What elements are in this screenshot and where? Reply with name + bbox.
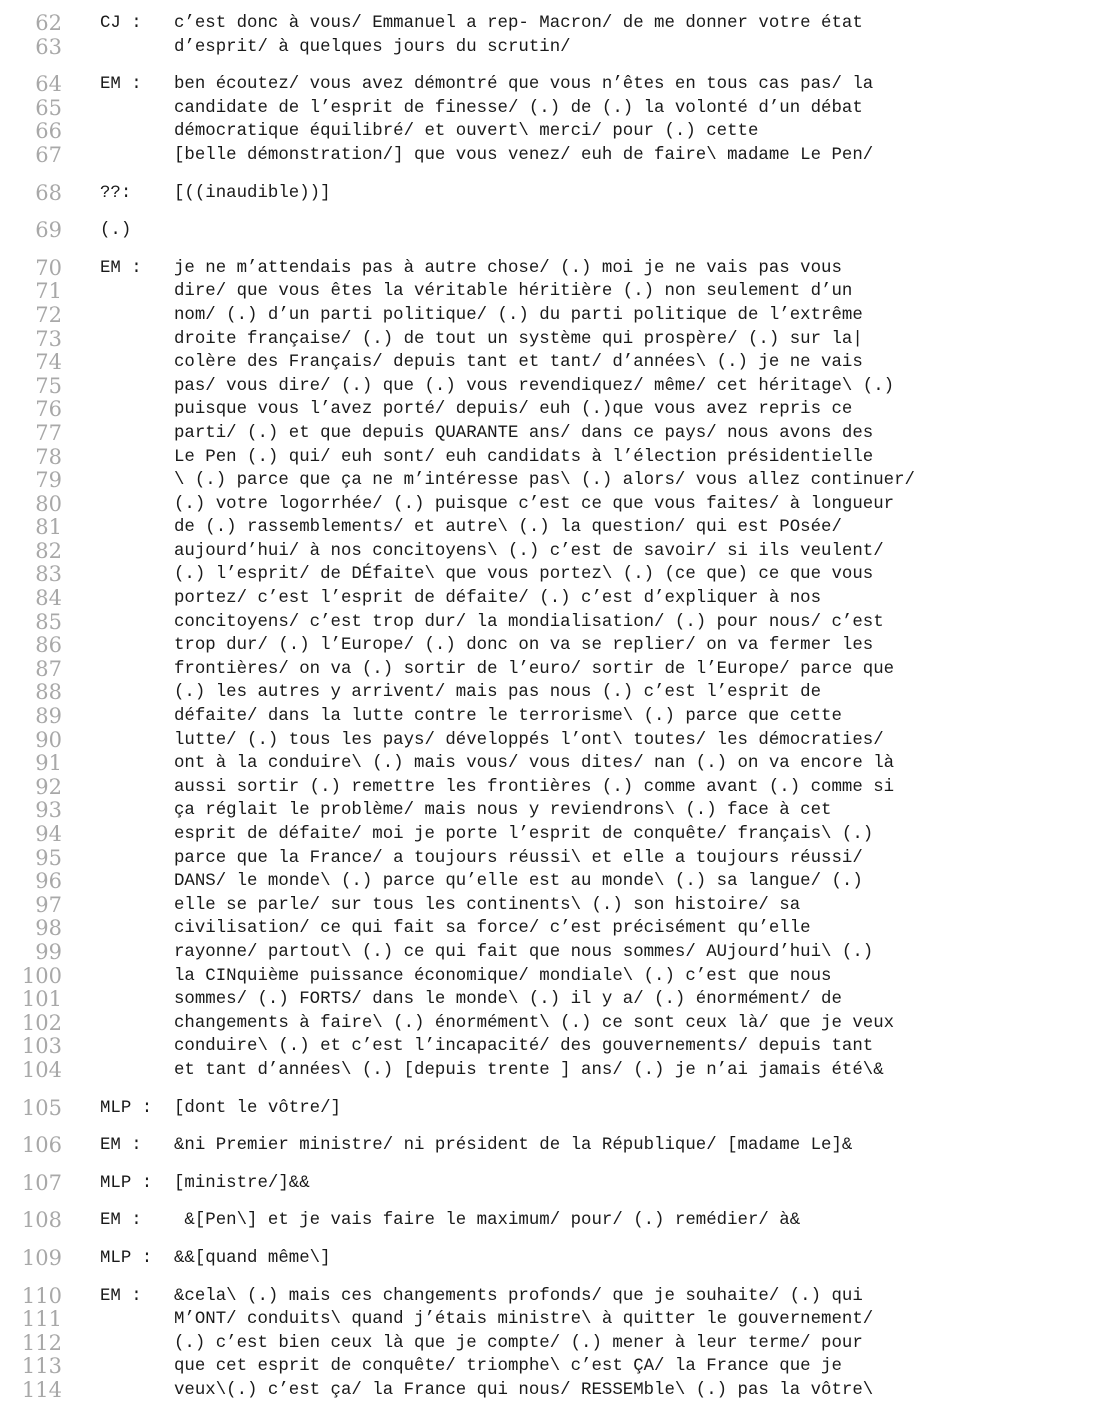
line-number: 82 xyxy=(35,538,62,563)
speaker-label: EM : xyxy=(100,75,142,95)
utterance-line: je ne m’attendais pas à autre chose/ (.) moi je ne vais pas vous xyxy=(174,258,842,278)
line-number: 96 xyxy=(35,869,62,894)
line-numbers xyxy=(0,1247,62,1271)
utterance-line: veux\(.) c’est ça/ la France qui nous/ RESSEMble\ (.) pas la vôtre\ xyxy=(174,1380,874,1400)
line-number: 83 xyxy=(35,562,62,587)
line-number: 75 xyxy=(35,373,62,398)
transcript-turn xyxy=(0,73,1112,167)
utterance-line: la CINquième puissance économique/ mondiale\ (.) c’est que nous xyxy=(174,966,832,986)
utterance-line: dire/ que vous êtes la véritable héritière (.) non seulement d’un xyxy=(174,282,853,302)
line-number: 108 xyxy=(21,1208,62,1233)
utterance-line: parti/ (.) et que depuis QUARANTE ans/ dans ce pays/ nous avons des xyxy=(174,423,874,443)
line-number: 112 xyxy=(21,1330,62,1355)
line-number: 84 xyxy=(35,586,62,611)
line-numbers xyxy=(0,1097,62,1121)
transcript-turn xyxy=(0,12,1112,59)
line-number: 99 xyxy=(35,939,62,964)
utterance-text xyxy=(174,1247,1112,1271)
line-numbers xyxy=(0,1172,62,1196)
line-numbers xyxy=(0,219,62,243)
line-number: 81 xyxy=(35,515,62,540)
utterance-line: d’esprit/ à quelques jours du scrutin/ xyxy=(174,37,571,57)
line-number: 111 xyxy=(21,1307,62,1332)
line-numbers xyxy=(0,1285,62,1403)
line-number: 104 xyxy=(21,1057,62,1082)
utterance-line: (.) votre logorrhée/ (.) puisque c’est ce que vous faites/ à longueur xyxy=(174,494,895,514)
line-number: 103 xyxy=(21,1034,62,1059)
line-number: 107 xyxy=(21,1170,62,1195)
utterance-line: droite française/ (.) de tout un système qui prospère/ (.) sur la| xyxy=(174,329,863,349)
utterance-line: candidate de l’esprit de finesse/ (.) de (.) la volonté d’un débat xyxy=(174,98,863,118)
transcript-turn xyxy=(0,182,1112,206)
utterance-line: (.) les autres y arrivent/ mais pas nous (.) c’est l’esprit de xyxy=(174,683,822,703)
line-number: 98 xyxy=(35,916,62,941)
utterance-line: démocratique équilibré/ et ouvert\ merci/ pour (.) cette xyxy=(174,122,759,142)
utterance-line: [ministre/]&& xyxy=(174,1173,310,1193)
line-number: 74 xyxy=(35,350,62,375)
utterance-line: parce que la France/ a toujours réussi\ et elle a toujours réussi/ xyxy=(174,848,863,868)
line-number: 106 xyxy=(21,1133,62,1158)
utterance-text xyxy=(174,12,1112,59)
line-number: 91 xyxy=(35,751,62,776)
line-numbers xyxy=(0,257,62,1083)
utterance-text xyxy=(174,182,1112,206)
line-number: 63 xyxy=(35,34,62,59)
utterance-line: lutte/ (.) tous les pays/ développés l’ont\ toutes/ les démocraties/ xyxy=(174,730,884,750)
line-number: 88 xyxy=(35,680,62,705)
utterance-line: &ni Premier ministre/ ni président de la République/ [madame Le]& xyxy=(174,1136,853,1156)
line-number: 68 xyxy=(35,180,62,205)
utterance-line: c’est donc à vous/ Emmanuel a rep- Macron/ de me donner votre état xyxy=(174,14,863,33)
utterance-line: aujourd’hui/ à nos concitoyens\ (.) c’est de savoir/ si ils veulent/ xyxy=(174,541,884,561)
utterance-line: concitoyens/ c’est trop dur/ la mondialisation/ (.) pour nous/ c’est xyxy=(174,612,884,632)
utterance-line: ça réglait le problème/ mais nous y reviendrons\ (.) face à cet xyxy=(174,801,832,821)
utterance-line: frontières/ on va (.) sortir de l’euro/ sortir de l’Europe/ parce que xyxy=(174,659,895,679)
utterance-line: de (.) rassemblements/ et autre\ (.) la question/ qui est POsée/ xyxy=(174,518,842,538)
line-numbers xyxy=(0,12,62,59)
utterance-line: ben écoutez/ vous avez démontré que vous n’êtes en tous cas pas/ la xyxy=(174,75,874,95)
line-number: 94 xyxy=(35,822,62,846)
utterance-line: [((inaudible))] xyxy=(174,183,331,203)
utterance-line: esprit de défaite/ moi je porte l’esprit de conquête/ français\ (.) xyxy=(174,825,874,844)
line-number: 62 xyxy=(35,11,62,35)
utterance-text xyxy=(174,219,1112,243)
utterance-text xyxy=(174,73,1112,167)
line-number: 76 xyxy=(35,397,62,422)
utterance-line: (.) c’est bien ceux là que je compte/ (.) mener à leur terme/ pour xyxy=(174,1333,863,1353)
utterance-text xyxy=(174,1134,1112,1158)
speaker-label: MLP : xyxy=(100,1248,153,1268)
utterance-line: que cet esprit de conquête/ triomphe\ c’est ÇA/ la France que je xyxy=(174,1357,842,1377)
utterance-line: sommes/ (.) FORTS/ dans le monde\ (.) il y a/ (.) énormément/ de xyxy=(174,990,842,1010)
utterance-text xyxy=(174,1209,1112,1233)
utterance-line: puisque vous l’avez porté/ depuis/ euh (.)que vous avez repris ce xyxy=(174,400,853,420)
line-number: 109 xyxy=(21,1245,62,1270)
speaker-label: EM : xyxy=(100,1211,142,1231)
transcript-turn xyxy=(0,1247,1112,1271)
speaker-label: EM : xyxy=(100,1286,142,1306)
utterance-line: changements à faire\ (.) énormément\ (.) ce sont ceux là/ que je veux xyxy=(174,1013,895,1033)
line-number: 89 xyxy=(35,704,62,729)
utterance-line: [dont le vôtre/] xyxy=(174,1098,341,1118)
transcript-turn xyxy=(0,1134,1112,1158)
utterance-line: &&[quand même\] xyxy=(174,1248,331,1268)
line-number: 77 xyxy=(35,420,62,445)
transcript-turn xyxy=(0,1285,1112,1403)
utterance-line: rayonne/ partout\ (.) ce qui fait que nous sommes/ AUjourd’hui\ (.) xyxy=(174,942,874,962)
line-number: 66 xyxy=(35,119,62,144)
line-number: 114 xyxy=(21,1377,62,1402)
line-number: 71 xyxy=(35,279,62,304)
line-number: 92 xyxy=(35,774,62,799)
line-numbers xyxy=(0,1209,62,1233)
speaker-label: EM : xyxy=(100,258,142,278)
utterance-line: DANS/ le monde\ (.) parce qu’elle est au monde\ (.) sa langue/ (.) xyxy=(174,872,863,892)
utterance-line: pas/ vous dire/ (.) que (.) vous revendiquez/ même/ cet héritage\ (.) xyxy=(174,376,895,396)
utterance-line: ont à la conduire\ (.) mais vous/ vous dites/ nan (.) on va encore là xyxy=(174,754,895,774)
transcript-turn xyxy=(0,219,1112,243)
utterance-line: elle se parle/ sur tous les continents\ (.) son histoire/ sa xyxy=(174,895,801,915)
utterance-line: (.) l’esprit/ de DÉfaite\ que vous portez\ (.) (ce que) ce que vous xyxy=(174,565,874,585)
speaker-label: ??: xyxy=(100,183,132,203)
speaker-label: (.) xyxy=(100,221,132,241)
utterance-line: [belle démonstration/] que vous venez/ euh de faire\ madame Le Pen/ xyxy=(174,145,874,165)
transcript-turn xyxy=(0,1172,1112,1196)
utterance-line: portez/ c’est l’esprit de défaite/ (.) c’est d’expliquer à nos xyxy=(174,589,822,609)
line-number: 67 xyxy=(35,142,62,167)
line-number: 105 xyxy=(21,1095,62,1120)
utterance-line: nom/ (.) d’un parti politique/ (.) du parti politique de l’extrême xyxy=(174,305,863,325)
line-number: 64 xyxy=(35,72,62,97)
line-number: 87 xyxy=(35,656,62,681)
line-number: 90 xyxy=(35,727,62,752)
utterance-line: aussi sortir (.) remettre les frontières (.) comme avant (.) comme si xyxy=(174,777,895,797)
line-numbers xyxy=(0,73,62,167)
line-number: 110 xyxy=(21,1283,62,1308)
speaker-label: MLP : xyxy=(100,1098,153,1118)
line-number: 95 xyxy=(35,845,62,870)
utterance-text xyxy=(174,257,1112,1083)
utterance-line: trop dur/ (.) l’Europe/ (.) donc on va se replier/ on va fermer les xyxy=(174,636,874,656)
transcript-turn xyxy=(0,1209,1112,1233)
line-numbers xyxy=(0,1134,62,1158)
utterance-line: Le Pen (.) qui/ euh sont/ euh candidats à l’élection présidentielle xyxy=(174,447,874,467)
utterance-line: &[Pen\] et je vais faire le maximum/ pour/ (.) remédier/ à& xyxy=(174,1211,801,1231)
line-number: 72 xyxy=(35,302,62,327)
speaker-label: EM : xyxy=(100,1136,142,1156)
speaker-label: MLP : xyxy=(100,1173,153,1193)
utterance-text xyxy=(174,1097,1112,1121)
transcript-turn xyxy=(0,257,1112,1083)
utterance-text xyxy=(174,1172,1112,1196)
line-number: 100 xyxy=(21,963,62,988)
utterance-line: colère des Français/ depuis tant et tant/ d’années\ (.) je ne vais xyxy=(174,353,863,373)
utterance-line: conduire\ (.) et c’est l’incapacité/ des gouvernements/ depuis tant xyxy=(174,1037,874,1057)
line-numbers xyxy=(0,182,62,206)
line-number: 101 xyxy=(21,987,62,1012)
transcript xyxy=(0,12,1112,1416)
utterance-line: défaite/ dans la lutte contre le terrorisme\ (.) parce que cette xyxy=(174,707,842,727)
utterance-line: M’ONT/ conduits\ quand j’étais ministre\ à quitter le gouvernement/ xyxy=(174,1310,874,1330)
line-number: 78 xyxy=(35,444,62,469)
line-number: 86 xyxy=(35,633,62,658)
utterance-line: \ (.) parce que ça ne m’intéresse pas\ (.) alors/ vous allez continuer/ xyxy=(174,471,915,491)
line-number: 65 xyxy=(35,95,62,120)
line-number: 73 xyxy=(35,326,62,351)
utterance-line: et tant d’années\ (.) [depuis trente ] ans/ (.) je n’ai jamais été\& xyxy=(174,1060,884,1080)
line-number: 102 xyxy=(21,1010,62,1035)
speaker-label: CJ : xyxy=(100,14,142,33)
line-number: 93 xyxy=(35,798,62,823)
line-number: 85 xyxy=(35,609,62,634)
utterance-text xyxy=(174,1285,1112,1403)
transcript-turn xyxy=(0,1097,1112,1121)
utterance-line: civilisation/ ce qui fait sa force/ c’est précisément qu’elle xyxy=(174,919,811,939)
line-number: 69 xyxy=(35,218,62,243)
utterance-line: &cela\ (.) mais ces changements profonds/ que je souhaite/ (.) qui xyxy=(174,1286,863,1306)
line-number: 79 xyxy=(35,468,62,493)
line-number: 113 xyxy=(21,1354,62,1379)
line-number: 70 xyxy=(35,255,62,280)
line-number: 97 xyxy=(35,892,62,917)
line-number: 80 xyxy=(35,491,62,516)
